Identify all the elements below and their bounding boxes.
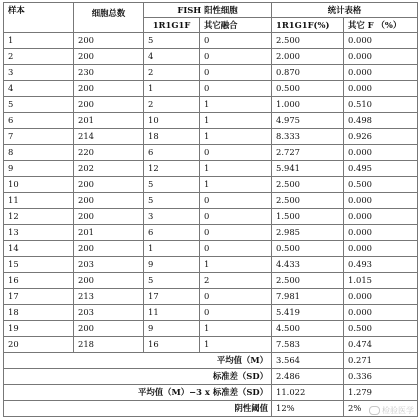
cell-other-f-pct: 0.000: [344, 209, 418, 225]
cell-r1g1f-pct: 1.500: [272, 209, 344, 225]
cell-r1g1f-pct: 1.000: [272, 97, 344, 113]
cell-r1g1f-pct: 2.500: [272, 273, 344, 289]
header-total-spacer: [74, 18, 144, 33]
cell-sample: 14: [4, 241, 74, 257]
cell-other-f-pct: 0.474: [344, 337, 418, 353]
cell-other-fusion: 0: [200, 289, 272, 305]
table-row: [4, 225, 418, 241]
cell-other-f-pct: 0.000: [344, 145, 418, 161]
cell-r1g1f: 5: [144, 33, 200, 49]
stat-r1g1f-pct: 12%: [272, 401, 344, 417]
stat-label: 标准差（SD）: [4, 369, 272, 385]
table-row: [4, 241, 418, 257]
cell-other-fusion: 0: [200, 81, 272, 97]
table-row: [4, 273, 418, 289]
stat-r1g1f-pct: 2.486: [272, 369, 344, 385]
cell-other-fusion: 1: [200, 113, 272, 129]
cell-r1g1f: 11: [144, 305, 200, 321]
stat-row: [4, 353, 418, 369]
cell-r1g1f-pct: 8.333: [272, 129, 344, 145]
header-fish-positive: FISH 阳性细胞: [144, 3, 272, 18]
cell-other-f-pct: 0.000: [344, 33, 418, 49]
table-row: [4, 177, 418, 193]
table-row: [4, 257, 418, 273]
cell-sample: 15: [4, 257, 74, 273]
cell-total-cells: 200: [74, 49, 144, 65]
cell-sample: 18: [4, 305, 74, 321]
cell-other-fusion: 0: [200, 241, 272, 257]
cell-total-cells: 213: [74, 289, 144, 305]
chat-bubble-icon: [369, 406, 380, 415]
cell-r1g1f: 1: [144, 81, 200, 97]
cell-other-fusion: 1: [200, 129, 272, 145]
cell-total-cells: 203: [74, 257, 144, 273]
watermark: [369, 405, 414, 416]
cell-other-fusion: 0: [200, 209, 272, 225]
stat-label: 阴性阈值: [4, 401, 272, 417]
cell-r1g1f: 10: [144, 113, 200, 129]
cell-sample: 17: [4, 289, 74, 305]
cell-other-f-pct: 0.498: [344, 113, 418, 129]
table-row: [4, 321, 418, 337]
cell-other-f-pct: 0.926: [344, 129, 418, 145]
table-row: [4, 337, 418, 353]
cell-sample: 8: [4, 145, 74, 161]
cell-other-fusion: 1: [200, 161, 272, 177]
cell-other-f-pct: 0.000: [344, 193, 418, 209]
cell-r1g1f-pct: 4.500: [272, 321, 344, 337]
cell-total-cells: 200: [74, 273, 144, 289]
stat-label: 平均值（M）−3 x 标准差（SD）: [4, 385, 272, 401]
cell-other-fusion: 2: [200, 273, 272, 289]
cell-total-cells: 220: [74, 145, 144, 161]
cell-other-f-pct: 0.000: [344, 81, 418, 97]
cell-other-fusion: 0: [200, 33, 272, 49]
stat-other-f-pct: 1.279: [344, 385, 418, 401]
cell-total-cells: 201: [74, 113, 144, 129]
cell-r1g1f: 5: [144, 193, 200, 209]
cell-r1g1f: 18: [144, 129, 200, 145]
cell-total-cells: 200: [74, 177, 144, 193]
cell-r1g1f: 12: [144, 161, 200, 177]
table-row: [4, 113, 418, 129]
cell-other-f-pct: 0.493: [344, 257, 418, 273]
cell-r1g1f-pct: 0.500: [272, 241, 344, 257]
cell-total-cells: 200: [74, 241, 144, 257]
cell-r1g1f: 5: [144, 177, 200, 193]
cell-r1g1f-pct: 5.941: [272, 161, 344, 177]
cell-r1g1f: 1: [144, 241, 200, 257]
cell-other-f-pct: 1.015: [344, 273, 418, 289]
cell-total-cells: 200: [74, 97, 144, 113]
cell-other-fusion: 1: [200, 257, 272, 273]
watermark-text: 检验医学: [382, 406, 414, 415]
table-row: [4, 193, 418, 209]
cell-total-cells: 214: [74, 129, 144, 145]
cell-other-f-pct: 0.500: [344, 177, 418, 193]
cell-total-cells: 201: [74, 225, 144, 241]
cell-sample: 7: [4, 129, 74, 145]
table-row: [4, 33, 418, 49]
header-other-f-pct: 其它 F （%）: [344, 18, 418, 33]
stat-other-f-pct: 2%: [344, 401, 418, 417]
cell-total-cells: 200: [74, 209, 144, 225]
header-r1g1f-pct: 1R1G1F(%): [272, 18, 344, 33]
cell-r1g1f: 9: [144, 321, 200, 337]
header-r1g1f: 1R1G1F: [144, 18, 200, 33]
header-row-1: [4, 3, 418, 18]
cell-r1g1f-pct: 0.500: [272, 81, 344, 97]
cell-r1g1f-pct: 5.419: [272, 305, 344, 321]
cell-r1g1f: 2: [144, 97, 200, 113]
cell-other-f-pct: 0.510: [344, 97, 418, 113]
cell-sample: 20: [4, 337, 74, 353]
cell-other-f-pct: 0.000: [344, 65, 418, 81]
stat-other-f-pct: 0.336: [344, 369, 418, 385]
cell-other-fusion: 1: [200, 337, 272, 353]
cell-r1g1f-pct: 2.500: [272, 177, 344, 193]
cell-r1g1f: 16: [144, 337, 200, 353]
cell-other-f-pct: 0.000: [344, 289, 418, 305]
cell-sample: 4: [4, 81, 74, 97]
cell-r1g1f-pct: 7.583: [272, 337, 344, 353]
cell-total-cells: 200: [74, 321, 144, 337]
cell-other-fusion: 1: [200, 177, 272, 193]
cell-r1g1f: 3: [144, 209, 200, 225]
cell-r1g1f: 9: [144, 257, 200, 273]
table-row: [4, 161, 418, 177]
cell-total-cells: 200: [74, 81, 144, 97]
header-stats-table: 统计表格: [272, 3, 418, 18]
header-sample-spacer: [4, 18, 74, 33]
table-row: [4, 81, 418, 97]
stat-row: [4, 385, 418, 401]
cell-other-fusion: 0: [200, 225, 272, 241]
cell-r1g1f: 2: [144, 65, 200, 81]
cell-r1g1f-pct: 2.500: [272, 193, 344, 209]
cell-other-fusion: 0: [200, 193, 272, 209]
cell-sample: 6: [4, 113, 74, 129]
stat-row: [4, 401, 418, 417]
cell-other-fusion: 0: [200, 49, 272, 65]
cell-other-f-pct: 0.000: [344, 49, 418, 65]
cell-sample: 1: [4, 33, 74, 49]
cell-sample: 5: [4, 97, 74, 113]
cell-other-fusion: 1: [200, 321, 272, 337]
cell-total-cells: 202: [74, 161, 144, 177]
cell-r1g1f-pct: 4.433: [272, 257, 344, 273]
cell-r1g1f-pct: 4.975: [272, 113, 344, 129]
cell-other-f-pct: 0.495: [344, 161, 418, 177]
cell-other-f-pct: 0.000: [344, 305, 418, 321]
cell-r1g1f-pct: 2.000: [272, 49, 344, 65]
cell-r1g1f-pct: 2.727: [272, 145, 344, 161]
cell-total-cells: 203: [74, 305, 144, 321]
cell-other-f-pct: 0.000: [344, 225, 418, 241]
cell-total-cells: 200: [74, 193, 144, 209]
cell-other-fusion: 1: [200, 97, 272, 113]
cell-sample: 16: [4, 273, 74, 289]
table-row: [4, 129, 418, 145]
table-row: [4, 49, 418, 65]
cell-r1g1f-pct: 0.870: [272, 65, 344, 81]
cell-r1g1f-pct: 2.985: [272, 225, 344, 241]
cell-other-f-pct: 0.000: [344, 241, 418, 257]
cell-sample: 12: [4, 209, 74, 225]
cell-other-f-pct: 0.500: [344, 321, 418, 337]
cell-r1g1f: 4: [144, 49, 200, 65]
cell-sample: 11: [4, 193, 74, 209]
stat-r1g1f-pct: 3.564: [272, 353, 344, 369]
stat-r1g1f-pct: 11.022: [272, 385, 344, 401]
table-row: [4, 289, 418, 305]
cell-total-cells: 218: [74, 337, 144, 353]
table-row: [4, 145, 418, 161]
cell-total-cells: 230: [74, 65, 144, 81]
cell-sample: 2: [4, 49, 74, 65]
cell-total-cells: 200: [74, 33, 144, 49]
table-row: [4, 209, 418, 225]
cell-r1g1f: 17: [144, 289, 200, 305]
cell-other-fusion: 0: [200, 305, 272, 321]
table-row: [4, 65, 418, 81]
table-row: [4, 97, 418, 113]
cell-r1g1f: 6: [144, 225, 200, 241]
stat-row: [4, 369, 418, 385]
cell-sample: 13: [4, 225, 74, 241]
header-total-cells: 细胞总数: [74, 3, 144, 18]
header-row-2: [4, 18, 418, 33]
header-sample: 样本: [4, 3, 74, 18]
stat-other-f-pct: 0.271: [344, 353, 418, 369]
cell-sample: 3: [4, 65, 74, 81]
cell-r1g1f-pct: 7.981: [272, 289, 344, 305]
table-row: [4, 305, 418, 321]
cell-sample: 10: [4, 177, 74, 193]
cell-sample: 19: [4, 321, 74, 337]
cell-r1g1f: 6: [144, 145, 200, 161]
cell-other-fusion: 0: [200, 65, 272, 81]
cell-r1g1f: 5: [144, 273, 200, 289]
cell-other-fusion: 0: [200, 145, 272, 161]
cell-r1g1f-pct: 2.500: [272, 33, 344, 49]
stat-label: 平均值（M）: [4, 353, 272, 369]
cell-sample: 9: [4, 161, 74, 177]
header-other-fusion: 其它融合: [200, 18, 272, 33]
fish-statistics-table: [3, 2, 418, 417]
